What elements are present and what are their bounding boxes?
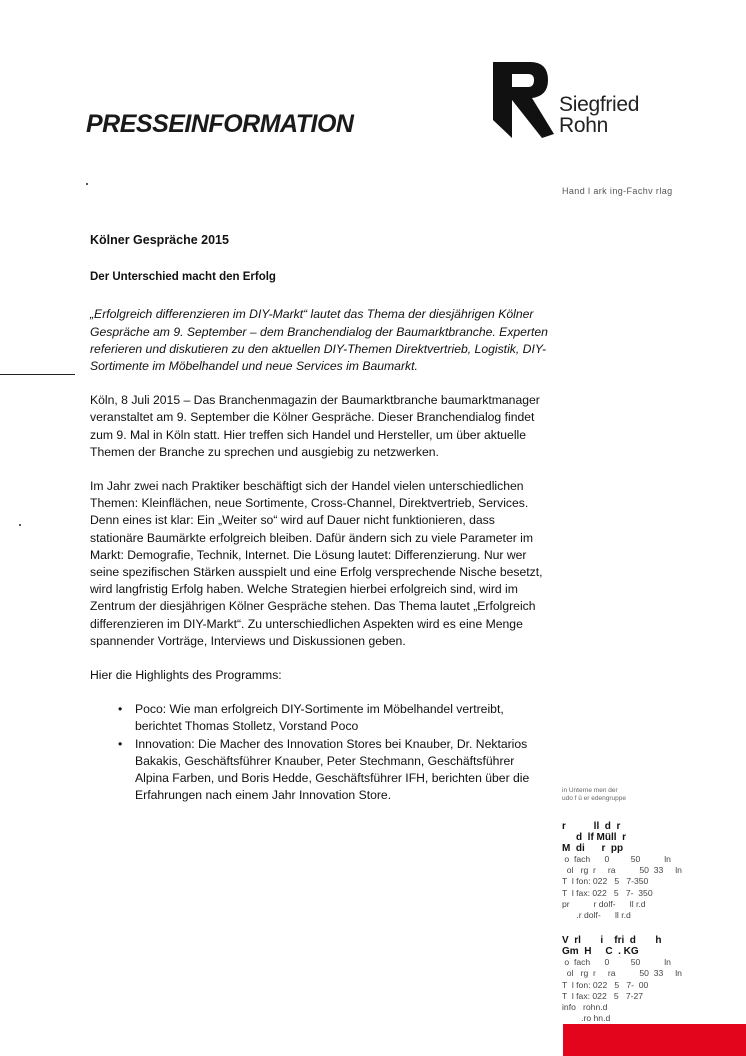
- contact1-line: T l fon: 022 5 7-350: [562, 876, 649, 887]
- contact2-line: T l fax: 022 5 7-27: [562, 990, 644, 1001]
- contact1-line: ol rg r ra 50 33 ln: [562, 865, 682, 876]
- list-item: • Poco: Wie man erfolgreich DIY-Sortimente im Möbelhandel vertreibt, berichtet Thomas Stolletz, Vorstand Poco: [135, 701, 550, 735]
- article-subtitle: Der Unterschied macht den Erfolg: [90, 271, 276, 284]
- logo-name-line1: Siegfried: [559, 93, 640, 116]
- article-lead: „Erfolgreich differenzieren im DIY-Markt“ lautet das Thema der diesjährigen Kölner Gespräche am 9. September – dem Branchendialog der Baumarktbranche. Experten referieren und diskutieren zu den aktuellen DIY-Themen Direktvertrieb, Logistik, DIY-Sortimente im Möbelhandel und neue Services im Baumarkt.: [90, 307, 548, 374]
- contact2-email[interactable]: info rohn.d: [562, 1002, 608, 1013]
- contact2-line: o fach 0 50 ln: [562, 957, 671, 968]
- article-body: [90, 232, 550, 804]
- contact1-line: T l fax: 022 5 7- 350: [562, 887, 653, 898]
- contact1-heading-line1: r ll d r: [562, 821, 621, 832]
- contact2-web[interactable]: .ro hn.d: [562, 1013, 611, 1024]
- contact1-heading-line3: M di r pp: [562, 843, 624, 854]
- publisher-tagline: Hand l ark ing-Fachv rlag: [562, 186, 673, 196]
- contact2-heading-line1: V rl i fri d h: [562, 935, 662, 947]
- group-note-line2: udo f ü er edengruppe: [562, 795, 626, 802]
- contact2-line: T l fon: 022 5 7- 00: [562, 979, 649, 990]
- press-release-title: PRESSEINFORMATION: [86, 110, 354, 138]
- highlights-list: [90, 701, 550, 804]
- fold-mark-line: [0, 374, 75, 375]
- list-item: • Innovation: Die Macher des Innovation Stores bei Knauber, Dr. Nektarios Bakakis, Geschäftsführer Knauber, Peter Stechmann, Geschäftsführer Alpina Farben, und Boris Hedde, Geschäftsführer IFH, berichten über die Erfahrungen nach einem Jahr Innovation Store.: [135, 736, 550, 805]
- contact-sidebar: [562, 787, 722, 1024]
- contact1-heading-line2: d lf Müll r: [576, 832, 626, 843]
- highlights-intro: Hier die Highlights des Programms:: [90, 668, 282, 683]
- article-paragraph: Köln, 8 Juli 2015 – Das Branchenmagazin der Baumarktbranche baumarktmanager veranstaltet am 9. September die Kölner Gespräche. Dieser Branchendialog findet zum 9. Mal in Köln statt. Hier treffen sich Handel und Hersteller, um über aktuelle Themen der Branche zu sprechen und ausgiebig zu netzwerken.: [90, 393, 540, 459]
- margin-dot: [19, 524, 21, 526]
- article-paragraph: Im Jahr zwei nach Praktiker beschäftigt sich der Handel vielen unterschiedlichen Themen: Kleinflächen, neue Sortimente, Cross-Channel, Direktvertrieb, Services. Denn eines ist klar: Ein „Weiter so“ wird auf Dauer nicht funktionieren, dass stationäre Baumärkte erfolgreich bleiben. Dafür ändern sich zu viele Parameter im Markt: Demografie, Technik, Internet. Die Lösung lautet: Differenzierung. Nur wer seine spezifischen Stärken ausspielt und eine Erfolg versprechende Nische besetzt, wird langfristig Erfolg haben. Welche Strategien hierbei erfolgreich sind, wird im Zentrum der diesjährigen Kölner Gespräche stehen. Das Thema lautet „Erfolgreich differenzieren im DIY-Markt“. Zu unterschiedlichen Aspekten wird es eine Menge spannender Vorträge, Interviews und Diskussionen geben.: [90, 479, 543, 648]
- margin-dot: [86, 183, 88, 185]
- contact1-email[interactable]: pr r dolf- ll r.d: [562, 898, 646, 909]
- logo-wordmark: [559, 94, 639, 136]
- brand-color-bar: [563, 1024, 746, 1056]
- contact1-line: o fach 0 50 ln: [562, 854, 671, 864]
- article-title: Kölner Gespräche 2015: [90, 233, 229, 247]
- group-note-line1: in Unterne men der: [562, 787, 618, 794]
- contact2-line: ol rg r ra 50 33 ln: [562, 968, 682, 979]
- contact2-heading-line2: Gm H C . KG: [562, 946, 639, 958]
- contact1-web[interactable]: .r dolf- ll r.d: [562, 910, 631, 921]
- logo-name-line2: Rohn: [559, 114, 609, 137]
